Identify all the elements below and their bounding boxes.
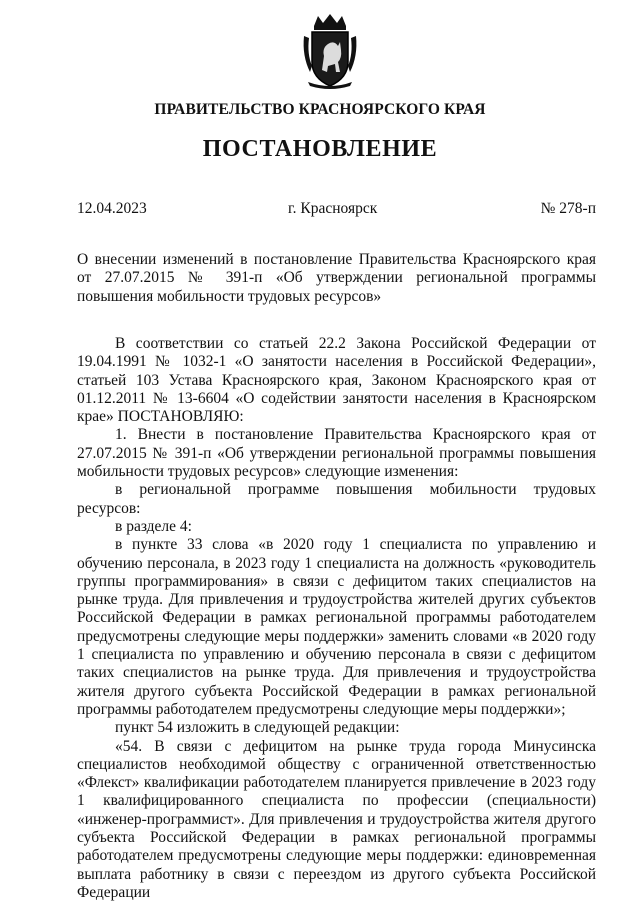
government-title: ПРАВИТЕЛЬСТВО КРАСНОЯРСКОГО КРАЯ — [154, 101, 486, 118]
krasnoyarsk-coat-of-arms-icon — [300, 12, 360, 90]
document-city: г. Красноярск — [288, 200, 378, 217]
document-subject: О внесении изменений в постановление Правительства Красноярского края от 27.07.2015 № 391-п «Об утверждении региональной программы повышения мобильности трудовых ресурсов» — [77, 251, 596, 305]
body-paragraph: «54. В связи с дефицитом на рынке труда города Минусинска специалистов необходимой обществу с ограниченной ответственностью «Флекст» квалификации работодателем планируется привлечение в 2023 году 1 квалифицированного специалиста по профессии (специальности) «инженер-программист». Для привлечения и трудоустройства жителя другого субъекта Российской Федерации в рамках региональной программы работодателем предусмотрены следующие меры поддержки: единовременная выплата работнику в связи с переездом из другого субъекта Российской Федерации — [77, 737, 596, 901]
document-type: ПОСТАНОВЛЕНИЕ — [202, 136, 438, 162]
document-date: 12.04.2023 — [77, 200, 147, 217]
document-body — [77, 335, 596, 902]
body-paragraph: в региональной программе повышения мобильности трудовых ресурсов: — [77, 481, 596, 517]
body-paragraph: в пункте 33 слова «в 2020 году 1 специалиста по управлению и обучению персонала, в 2023 году 1 специалиста на должность «руководитель группы программирования» в связи с дефицитом таких специалистов на рынке труда. Для привлечения и трудоустройства жителей других субъектов Российской Федерации в рамках региональной программы работодателем предусмотрены следующие меры поддержки» заменить словами «в 2020 году 1 специалиста по управлению и обучению персонала в связи с дефицитом таких специалистов на рынке труда. Для привлечения и трудоустройства жителя другого субъекта Российской Федерации в рамках региональной программы работодателем предусмотрены следующие меры поддержки»; — [77, 536, 596, 718]
body-paragraph: В соответствии со статьей 22.2 Закона Российской Федерации от 19.04.1991 № 1032-1 «О занятости населения в Российской Федерации», статьей 103 Устава Красноярского края, Законом Красноярского края от 01.12.2011 № 13-6604 «О содействии занятости населения в Красноярском крае» ПОСТАНОВЛЯЮ: — [77, 335, 596, 426]
body-paragraph: в разделе 4: — [115, 517, 192, 535]
body-paragraph: пункт 54 изложить в следующей редакции: — [115, 719, 400, 737]
document-number: № 278-п — [540, 200, 596, 217]
body-paragraph: 1. Внести в постановление Правительства Красноярского края от 27.07.2015 № 391-п «Об утверждении региональной программы повышения мобильности трудовых ресурсов» следующие изменения: — [77, 426, 596, 481]
